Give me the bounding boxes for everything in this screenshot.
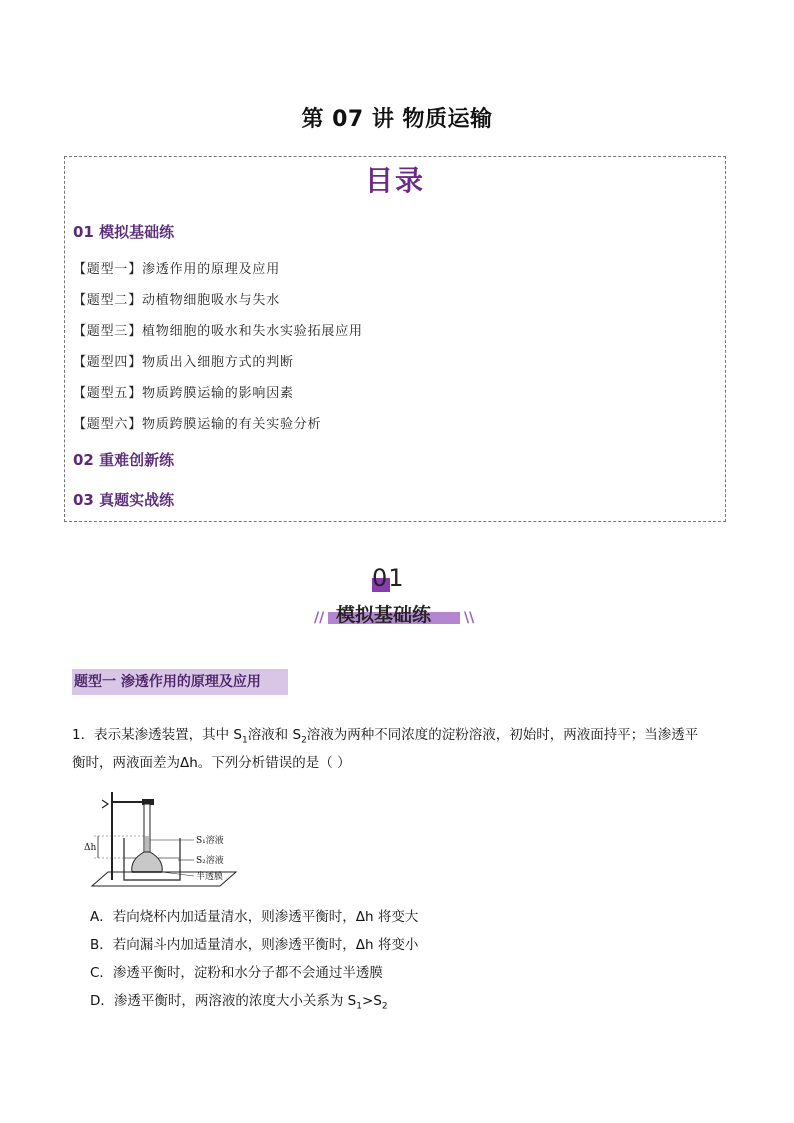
toc-box (64, 156, 726, 522)
toc-section-01[interactable]: 01 模拟基础练 (73, 223, 175, 241)
figure-label-s1: S₁溶液 (196, 836, 224, 846)
toc-section-02[interactable]: 02 重难创新练 (73, 451, 175, 469)
toc-item-type4[interactable]: 【题型四】物质出入细胞方式的判断 (73, 355, 294, 370)
section-banner (300, 562, 494, 634)
toc-heading: 目录 (364, 164, 425, 197)
figure-tube-liquid (145, 836, 149, 854)
right-slash-decoration: \\ (464, 610, 475, 626)
toc-section-03[interactable]: 03 真题实战练 (73, 491, 175, 509)
page-title: 第 07 讲 物质运输 (301, 107, 493, 132)
type-heading: 题型一 渗透作用的原理及应用 (72, 669, 288, 695)
figure-label-membrane: 半透膜 (196, 872, 224, 882)
toc-item-type1[interactable]: 【题型一】渗透作用的原理及应用 (73, 262, 281, 277)
toc-item-type2[interactable]: 【题型二】动植物细胞吸水与失水 (73, 293, 281, 308)
figure-label-delta-h: Δh (84, 843, 97, 853)
option-a[interactable]: A．若向烧杯内加适量清水，则渗透平衡时，Δh 将变大 (90, 909, 419, 925)
osmosis-apparatus-figure (82, 790, 242, 894)
toc-item-type5[interactable]: 【题型五】物质跨膜运输的影响因素 (73, 386, 294, 401)
toc-item-type6[interactable]: 【题型六】物质跨膜运输的有关实验分析 (73, 417, 322, 432)
toc-item-type3[interactable]: 【题型三】植物细胞的吸水和失水实验拓展应用 (73, 324, 363, 339)
question-1-line-2: 衡时，两液面差为Δh。下列分析错误的是（ ） (72, 755, 351, 771)
option-c[interactable]: C．渗透平衡时，淀粉和水分子都不会通过半透膜 (90, 965, 383, 981)
option-d[interactable]: D．渗透平衡时，两溶液的浓度大小关系为 $S_1>S_2$ (90, 993, 388, 1012)
option-b[interactable]: B．若向漏斗内加适量清水，则渗透平衡时，Δh 将变小 (90, 937, 419, 953)
figure-label-s2: S₂溶液 (196, 856, 224, 866)
section-number: 01 (372, 564, 405, 592)
left-slash-decoration: // (314, 610, 325, 626)
figure-leader-membrane (162, 872, 194, 876)
question-1-line-1: 1．表示某渗透装置，其中 $S_1$溶液和 $S_2$溶液为两种不同浓度的淀粉溶液，初始时，两液面持平；当渗透平 (72, 727, 699, 746)
figure-clamp-screw (102, 800, 108, 808)
figure-funnel-bulb (132, 852, 163, 872)
section-name: 模拟基础练 (336, 604, 432, 626)
